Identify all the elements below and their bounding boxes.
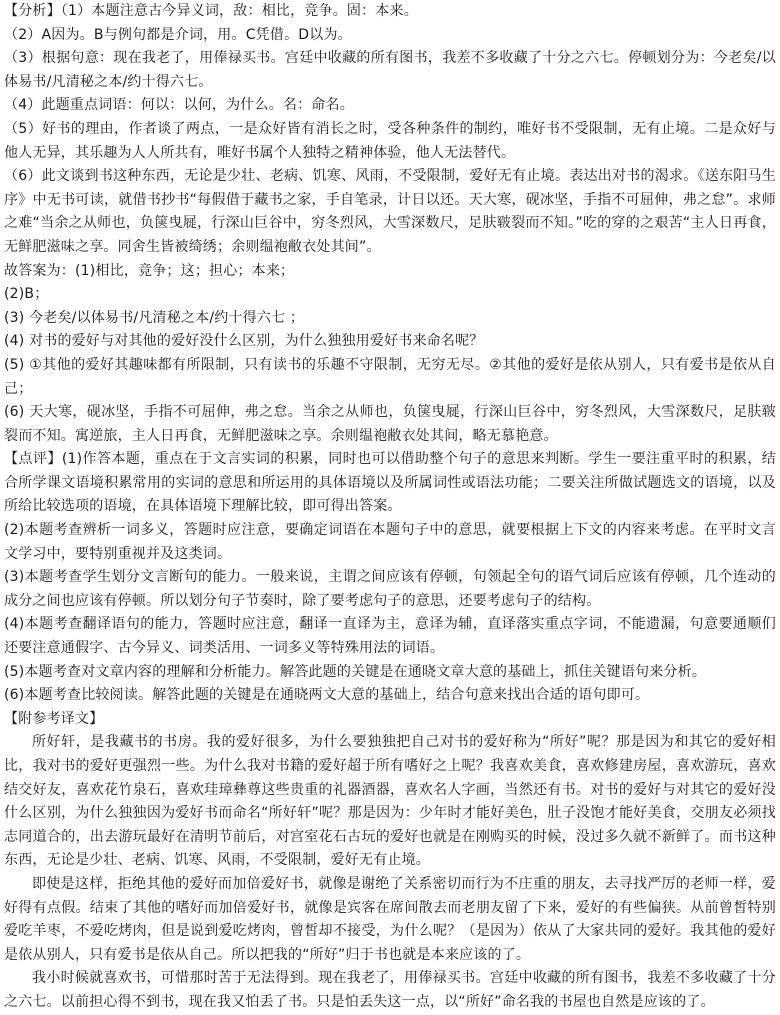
- comment-5: (5)本题考查对文章内容的理解和分析能力。解答此题的关键是在通晓文章大意的基础上，抓住关键语句来分析。: [4, 663, 707, 680]
- answer-2: (2)B；: [4, 286, 49, 303]
- translation-paragraph-2: 即使是这样，拒绝其他的爱好而加倍爱好书，就像是谢绝了关系密切而行为不庄重的朋友，去寻找严厉的老师一样，爱好得有点假。结束了其他的嗜好而加倍爱好书，就像是宾客在席间散去而老朋友留了下来，爱好的有些偏狭。从前曾皙特别爱吃羊枣，不爱吃烤肉，但是说到爱吃烤肉，曾皙却不接受，为什么呢？（是因为）依从了大家共同的爱好。我其他的爱好是依从别人，只有爱书是依从自己。所以把我的“所好”归于书也就是本来应该的了。: [4, 875, 776, 963]
- comment-3: (3)本题考查学生划分文言断句的能力。一般来说，主谓之间应该有停顿，句领起全句的语气词后应该有停顿，几个连动的成分之间也应该有停顿。所以划分句子节奏时，除了要考虑句子的意思，还要考虑句子的结构。: [4, 569, 776, 609]
- answer-6: (6) 天大寒，砚冰坚，手指不可屈伸，弗之怠。当余之从师也，负箧曳屣，行深山巨谷中，穷冬烈风，大雪深数尺，足肤皲裂而不知。寓逆旅，主人日再食，无鲜肥滋味之享。余则缊袍敝衣处其间，略无慕艳意。: [4, 404, 776, 444]
- comment-2: (2)本题考查辨析一词多义，答题时应注意，要确定词语在本题句子中的意思，就要根据上下文的内容来考虑。在平时文言文学习中，要特别重视并及这类词。: [4, 522, 776, 562]
- comment-4: (4)本题考查翻译语句的能力，答题时应注意，翻译一直译为主，意译为辅，直译落实重点字词，不能遗漏，句意要通顺们还要注意通假字、古今异义、词类活用、一词多义等特殊用法的词语。: [4, 616, 776, 657]
- answer-5: (5) ①其他的爱好其趣味都有所限制，只有读书的乐趣不守限制，无穷无尽。②其他的爱好是依从别人，只有爱书是依从自己；: [4, 356, 776, 397]
- comment-6: (6)本题考查比较阅读。解答此题的关键是在通晓两文大意的基础上，结合句意来找出合适的语句即可。: [4, 687, 650, 704]
- translation-heading: 【附参考译文】: [4, 710, 104, 727]
- analysis-heading-paragraph: 【分析】（1）本题注意古今异义词，敌：相比，竞争。固：本来。: [4, 3, 418, 19]
- answer-4: (4) 对书的爱好与对其他的爱好没什么区别，为什么独独用爱好书来命名呢？: [4, 333, 484, 350]
- answers-intro: 故答案为：(1)相比，竞争；这；担心；本来；: [4, 262, 295, 279]
- translation-paragraph-3: 我小时候就喜欢书，可惜那时苦于无法得到。现在我老了，用俸禄买书。宫廷中收藏的所有图书，我差不多收藏了十分之六七。以前担心得不到书，现在我又怕丢了书。只是怕丢失这一点，以“所好”命名我的书屋也自然是应该的了。: [4, 970, 776, 1010]
- analysis-item-2: （2）A因为。B与例句都是介词，用。C凭借。D以为。: [4, 26, 352, 43]
- comment-1: 【点评】(1)作答本题，重点在于文言实词的积累，同时也可以借助整个句子的意思来判断。学生一要注重平时的积累，结合所学课文语境积累常用的实词的意思和所运用的具体语境以及所属词性或语法功能；二要关注所做试题选文的语境，以及所给比较选项的语境，在具体语境下理解比较，即可得出答案。: [4, 451, 776, 515]
- translation-paragraph-1: 所好轩，是我藏书的书房。我的爱好很多，为什么要独独把自己对书的爱好称为“所好”呢？那是因为和其它的爱好相比，我对书的爱好更强烈一些。为什么我对书籍的爱好超于所有嗜好之上呢？我喜欢美食，喜欢修建房屋，喜欢游玩，喜欢结交好友，喜欢花竹泉石，喜欢珪璋彝尊这些贵重的礼器酒器，喜欢名人字画，当然还有书。对书的爱好与对其它的爱好没什么区别，为什么独独因为爱好书而命名“所好轩”呢？那是因为：少年时才能好美色，肚子没饱才能好美食，交朋友必须找志同道合的，出去游玩最好在清明节前后，对宫室花石古玩的爱好也就是在刚购买的时候，没过多久就不新鲜了。而书这种东西，无论是少壮、老病、饥寒、风雨，不受限制，爱好无有止境。: [4, 734, 776, 869]
- analysis-item-6: （6）此文谈到书这种东西，无论是少壮、老病、饥寒、风雨，不受限制，爱好无有止境。表达出对书的渴求。《送东阳马生序》中无书可读，就借书抄书“每假借于藏书之家，手自笔录，计日以还。天大寒，砚冰坚，手指不可屈伸，弗之怠”。求师之难“当余之从师也，负箧曳屣，行深山巨谷中，穷冬烈风，大雪深数尺，足肤皲裂而不知。”吃的穿的之艰苦“主人日再食，无鲜肥滋味之享。同舍生皆被绮绣；余则缊袍敝衣处其间”。: [4, 168, 776, 255]
- analysis-item-4: （4）此题重点词语：何以：以何，为什么。名：命名。: [4, 97, 354, 114]
- answer-3: (3) 今老矣/以体易书/凡清秘之本/约十得六七 ；: [4, 309, 305, 326]
- analysis-item-5: （5）好书的理由，作者谈了两点，一是众好皆有消长之时，受各种条件的制约，唯好书不受限制，无有止境。二是众好与他人无异，其乐趣为人人所共有，唯好书属个人独特之精神体验，他人无法替代。: [4, 120, 776, 161]
- analysis-item-3: （3）根据句意：现在我老了，用俸禄买书。宫廷中收藏的所有图书，我差不多收藏了十分之六七。停顿划分为：今老矣/以体易书/凡清秘之本/约十得六七。: [4, 50, 776, 90]
